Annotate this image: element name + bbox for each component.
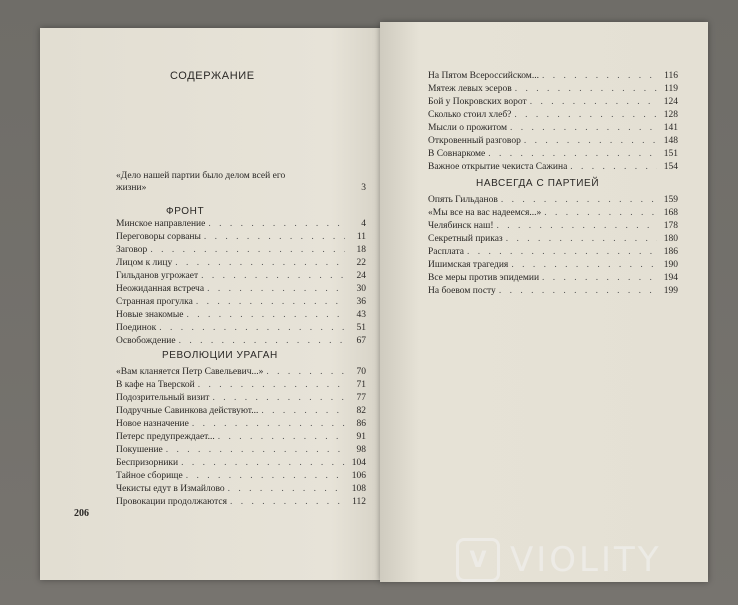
page-number: 206 [74,508,89,519]
section-heading: НАВСЕГДА С ПАРТИЕЙ [476,178,600,189]
toc-entry: Секретный приказ . . . 180 [428,233,678,246]
toc-entry: Переговоры сорваны . . . 11 [116,231,366,244]
toc-entry: Важное открытие чекиста Сажина . . . 154 [428,161,678,174]
intro-line-1: «Дело нашей партии было делом всей его [116,171,286,181]
intro-entry [116,170,366,194]
toc-entry: Чекисты едут в Измайлово . . . 108 [116,483,366,496]
toc-entry: «Мы все на вас надеемся...» . . . 168 [428,207,678,220]
toc-entry: Челябинск наш! . . . 178 [428,220,678,233]
toc-entry: Все меры против эпидемии . . . 194 [428,272,678,285]
toc-entry: Петерс предупреждает... . . . 91 [116,431,366,444]
toc-entry: Опять Гильданов . . . 159 [428,194,678,207]
toc-entry: Мысли о прожитом . . . 141 [428,122,678,135]
toc-entry: «Вам кланяется Петр Савельевич...» . . . 70 [116,366,366,379]
toc-entry: Освобождение . . . 67 [116,335,366,348]
toc-entry: Неожиданная встреча . . . 30 [116,283,366,296]
toc-entry: Тайное сборище . . . 106 [116,470,366,483]
toc-entry: На Пятом Всероссийском... . . . 116 [428,70,678,83]
toc-entry: Бой у Покровских ворот . . . 124 [428,96,678,109]
toc-entry: На боевом посту . . . 199 [428,285,678,298]
toc-entry: Расплата . . . 186 [428,246,678,259]
toc-entry: Провокации продолжаются . . . 112 [116,496,366,509]
toc-entry: Откровенный разговор . . . 148 [428,135,678,148]
watermark-text: VIOLITY [510,540,662,580]
toc-entry: Гильданов угрожает . . . 24 [116,270,366,283]
toc-entry: Подручные Савинкова действуют... . . . 82 [116,405,366,418]
intro-line-2: жизни» [116,183,147,193]
toc-entry: Сколько стоил хлеб? . . . 128 [428,109,678,122]
toc-entry: Новое назначение . . . 86 [116,418,366,431]
toc-entry: Новые знакомые . . . 43 [116,309,366,322]
toc-entry: Минское направление . . . 4 [116,218,366,231]
toc-entry: Ишимская трагедия . . . 190 [428,259,678,272]
right-page [380,22,708,582]
left-page [40,28,382,580]
violity-watermark [456,536,726,584]
toc-entry: В Совнаркоме . . . 151 [428,148,678,161]
intro-page: 3 [361,183,366,193]
violity-logo-icon: V [456,538,500,582]
toc-entry: Подозрительный визит . . . 77 [116,392,366,405]
toc-entry: Странная прогулка . . . 36 [116,296,366,309]
toc-entry: Поединок . . . 51 [116,322,366,335]
toc-title: СОДЕРЖАНИЕ [170,70,255,82]
toc-entry: Беспризорники . . . 104 [116,457,366,470]
toc-entry: В кафе на Тверской . . . 71 [116,379,366,392]
section-heading: РЕВОЛЮЦИИ УРАГАН [162,350,278,361]
toc-entry: Заговор . . . 18 [116,244,366,257]
toc-entry: Мятеж левых эсеров . . . 119 [428,83,678,96]
toc-entry: Покушение . . . 98 [116,444,366,457]
section-heading: ФРОНТ [166,206,205,217]
toc-entry: Лицом к лицу . . . 22 [116,257,366,270]
